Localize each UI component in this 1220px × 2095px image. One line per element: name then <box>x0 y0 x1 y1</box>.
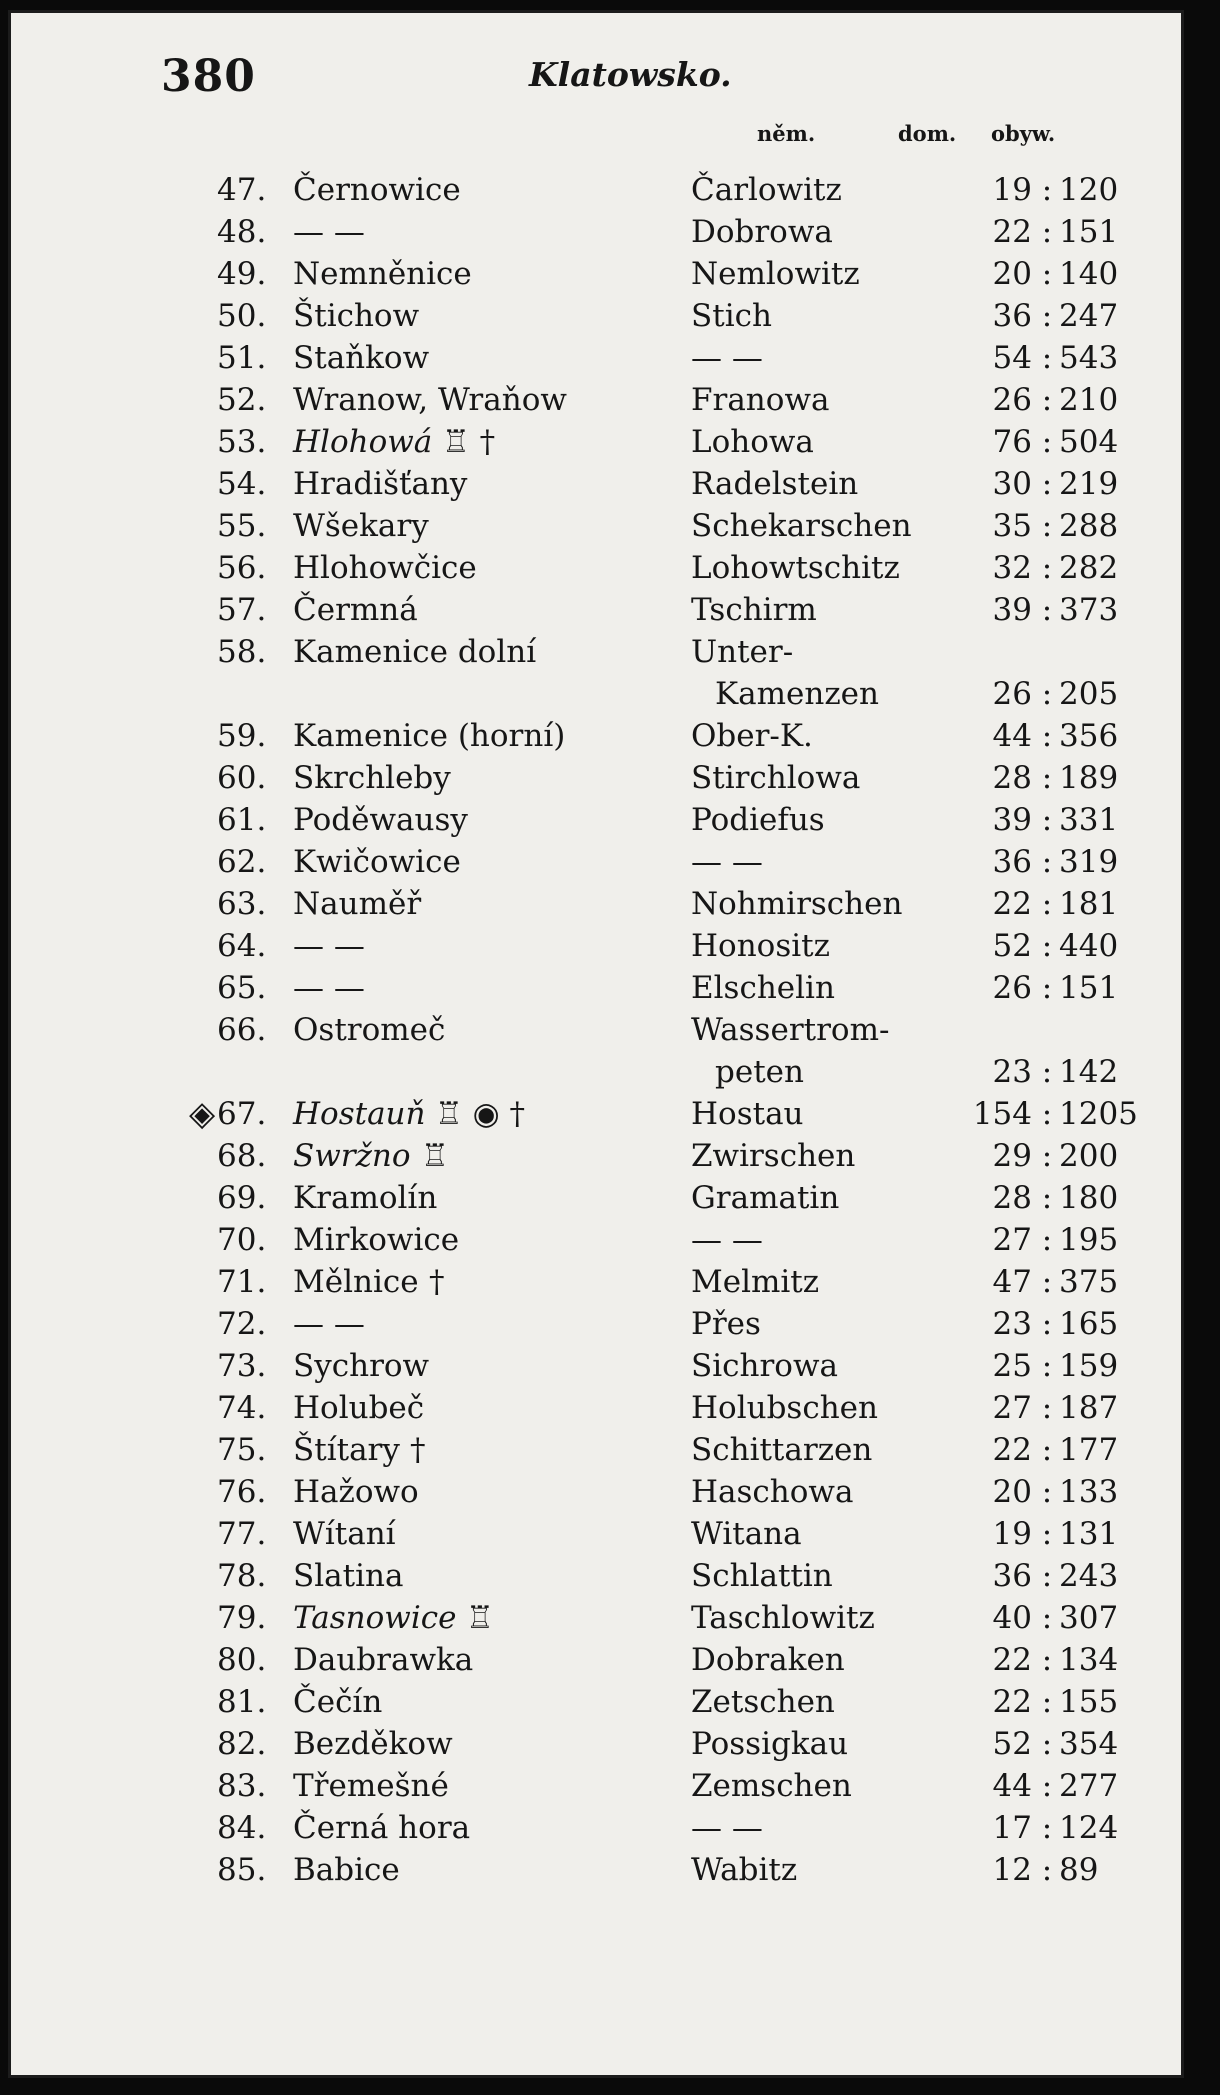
inhabitants-count: 151 <box>1059 214 1119 250</box>
table-row <box>11 841 1187 883</box>
houses-count: 44 <box>992 1768 1032 1804</box>
german-name: Possigkau <box>691 1726 849 1762</box>
czech-name: Hradišťany <box>293 466 468 502</box>
row-number: 69. <box>217 1180 267 1216</box>
ratio-separator: : <box>1041 1684 1053 1720</box>
czech-name: Wítaní <box>293 1516 396 1552</box>
czech-name: Černowice <box>293 172 461 208</box>
houses-count: 54 <box>992 340 1032 376</box>
ratio-separator: : <box>1041 508 1053 544</box>
german-name: Holubschen <box>691 1390 878 1426</box>
houses-count: 28 <box>992 760 1032 796</box>
inhabitants-count: 195 <box>1059 1222 1119 1258</box>
houses-count: 36 <box>992 1558 1032 1594</box>
table-row <box>11 253 1187 295</box>
ratio-separator: : <box>1041 802 1053 838</box>
table-row <box>11 421 1187 463</box>
table-row <box>11 1387 1187 1429</box>
inhabitants-count: 375 <box>1059 1264 1119 1300</box>
inhabitants-count: 504 <box>1059 424 1119 460</box>
row-number: 50. <box>217 298 267 334</box>
table-row <box>11 1177 1187 1219</box>
inhabitants-count: 177 <box>1059 1432 1119 1468</box>
houses-count: 12 <box>992 1852 1032 1888</box>
czech-name: Tasnowice <box>293 1600 457 1636</box>
german-name: Honositz <box>691 928 830 964</box>
german-name: Schittarzen <box>691 1432 873 1468</box>
row-number: 68. <box>217 1138 267 1174</box>
row-number: 47. <box>217 172 267 208</box>
ratio-separator: : <box>1041 340 1053 376</box>
place-symbols: † <box>410 1432 426 1468</box>
row-number: 48. <box>217 214 267 250</box>
houses-count: 26 <box>992 676 1032 712</box>
german-name: — — <box>691 1810 763 1846</box>
row-number: 51. <box>217 340 267 376</box>
german-name: Hostau <box>691 1096 804 1132</box>
czech-name: Kramolín <box>293 1180 438 1216</box>
inhabitants-count: 200 <box>1059 1138 1119 1174</box>
czech-name: Nemněnice <box>293 256 472 292</box>
german-name-continuation: Kamenzen <box>715 676 879 712</box>
table-row <box>11 589 1187 631</box>
table-row <box>11 1765 1187 1807</box>
houses-count: 35 <box>992 508 1032 544</box>
table-row <box>11 799 1187 841</box>
houses-count: 76 <box>992 424 1032 460</box>
houses-count: 47 <box>992 1264 1032 1300</box>
german-name: — — <box>691 340 763 376</box>
inhabitants-count: 133 <box>1059 1474 1119 1510</box>
german-name: Čarlowitz <box>691 172 842 208</box>
czech-name: Wšekary <box>293 508 429 544</box>
german-name: Zemschen <box>691 1768 852 1804</box>
row-number: 81. <box>217 1684 267 1720</box>
czech-name: Swržno <box>293 1138 411 1174</box>
table-row <box>11 1093 1187 1135</box>
row-number: 78. <box>217 1558 267 1594</box>
houses-count: 39 <box>992 802 1032 838</box>
houses-count: 25 <box>992 1348 1032 1384</box>
czech-name: Wranow, Wraňow <box>293 382 567 418</box>
houses-count: 26 <box>992 382 1032 418</box>
table-row <box>11 1849 1187 1891</box>
german-name: Unter- <box>691 634 794 670</box>
inhabitants-count: 140 <box>1059 256 1119 292</box>
row-number: 77. <box>217 1516 267 1552</box>
inhabitants-count: 89 <box>1059 1852 1099 1888</box>
inhabitants-count: 373 <box>1059 592 1119 628</box>
row-number: 67. <box>217 1096 267 1132</box>
ratio-separator: : <box>1041 1390 1053 1426</box>
table-row <box>11 1303 1187 1345</box>
german-name-continuation: peten <box>715 1054 804 1090</box>
row-number: 55. <box>217 508 267 544</box>
row-number: 52. <box>217 382 267 418</box>
row-number: 60. <box>217 760 267 796</box>
row-number: 66. <box>217 1012 267 1048</box>
inhabitants-count: 307 <box>1059 1600 1119 1636</box>
inhabitants-count: 142 <box>1059 1054 1119 1090</box>
inhabitants-count: 155 <box>1059 1684 1119 1720</box>
ratio-separator: : <box>1041 214 1053 250</box>
german-name: Nemlowitz <box>691 256 860 292</box>
ratio-separator: : <box>1041 718 1053 754</box>
row-number: 74. <box>217 1390 267 1426</box>
houses-count: 23 <box>992 1306 1032 1342</box>
german-name: Sichrowa <box>691 1348 838 1384</box>
czech-name: Poděwausy <box>293 802 468 838</box>
inhabitants-count: 319 <box>1059 844 1119 880</box>
ratio-separator: : <box>1041 970 1053 1006</box>
german-name: Haschowa <box>691 1474 854 1510</box>
row-number: 85. <box>217 1852 267 1888</box>
german-name: Witana <box>691 1516 802 1552</box>
houses-count: 28 <box>992 1180 1032 1216</box>
czech-name: Štítary <box>293 1432 400 1468</box>
table-row <box>11 379 1187 421</box>
ratio-separator: : <box>1041 466 1053 502</box>
inhabitants-count: 165 <box>1059 1306 1119 1342</box>
inhabitants-count: 210 <box>1059 382 1119 418</box>
row-number: 71. <box>217 1264 267 1300</box>
czech-name: Slatina <box>293 1558 404 1594</box>
row-number: 56. <box>217 550 267 586</box>
houses-count: 154 <box>972 1096 1032 1132</box>
czech-name: Černá hora <box>293 1810 471 1846</box>
inhabitants-count: 331 <box>1059 802 1119 838</box>
german-name: Tschirm <box>691 592 817 628</box>
german-name: Stich <box>691 298 772 334</box>
czech-name: Daubrawka <box>293 1642 474 1678</box>
table-row <box>11 1219 1187 1261</box>
inhabitants-count: 440 <box>1059 928 1119 964</box>
row-number: 53. <box>217 424 267 460</box>
german-name: Zwirschen <box>691 1138 856 1174</box>
german-name: Ober-K. <box>691 718 813 754</box>
houses-count: 52 <box>992 1726 1032 1762</box>
row-number: 59. <box>217 718 267 754</box>
ratio-separator: : <box>1041 886 1053 922</box>
running-head-title: Klatowsko. <box>529 55 732 94</box>
inhabitants-count: 131 <box>1059 1516 1119 1552</box>
german-name: Elschelin <box>691 970 835 1006</box>
inhabitants-count: 243 <box>1059 1558 1119 1594</box>
inhabitants-count: 120 <box>1059 172 1119 208</box>
row-number: 54. <box>217 466 267 502</box>
table-row <box>11 1135 1187 1177</box>
place-symbols: ♖ † <box>442 424 496 460</box>
czech-name: Třemešné <box>293 1768 449 1804</box>
inhabitants-count: 543 <box>1059 340 1119 376</box>
inhabitants-count: 189 <box>1059 760 1119 796</box>
german-name: — — <box>691 844 763 880</box>
german-name: Lohowtschitz <box>691 550 900 586</box>
houses-count: 19 <box>992 172 1032 208</box>
inhabitants-count: 134 <box>1059 1642 1119 1678</box>
czech-name: Čermná <box>293 592 418 628</box>
inhabitants-count: 151 <box>1059 970 1119 1006</box>
ratio-separator: : <box>1041 1138 1053 1174</box>
inhabitants-count: 187 <box>1059 1390 1119 1426</box>
ratio-separator: : <box>1041 1852 1053 1888</box>
ratio-separator: : <box>1041 1726 1053 1762</box>
ratio-separator: : <box>1041 1348 1053 1384</box>
table-row <box>11 505 1187 547</box>
german-name: Schlattin <box>691 1558 833 1594</box>
houses-count: 52 <box>992 928 1032 964</box>
ratio-separator: : <box>1041 760 1053 796</box>
column-header-inhabitants: obyw. <box>991 121 1056 146</box>
table-row <box>11 1429 1187 1471</box>
ratio-separator: : <box>1041 676 1053 712</box>
row-number: 80. <box>217 1642 267 1678</box>
place-symbols: ♖ <box>421 1138 449 1174</box>
table-row <box>11 1639 1187 1681</box>
houses-count: 30 <box>992 466 1032 502</box>
german-name: Wabitz <box>691 1852 798 1888</box>
german-name: Taschlowitz <box>691 1600 875 1636</box>
inhabitants-count: 219 <box>1059 466 1119 502</box>
inhabitants-count: 180 <box>1059 1180 1119 1216</box>
german-name: Dobrowa <box>691 214 833 250</box>
ratio-separator: : <box>1041 1306 1053 1342</box>
houses-count: 40 <box>992 1600 1032 1636</box>
german-name: Dobraken <box>691 1642 845 1678</box>
german-name: Radelstein <box>691 466 859 502</box>
table-row <box>11 1681 1187 1723</box>
german-name: Franowa <box>691 382 830 418</box>
houses-count: 22 <box>992 1432 1032 1468</box>
german-name: Přes <box>691 1306 761 1342</box>
czech-name: Čečín <box>293 1684 383 1720</box>
table-row <box>11 925 1187 967</box>
book-page <box>8 10 1184 2078</box>
row-number: 75. <box>217 1432 267 1468</box>
inhabitants-count: 277 <box>1059 1768 1119 1804</box>
ratio-separator: : <box>1041 172 1053 208</box>
czech-name: Mělnice <box>293 1264 419 1300</box>
row-number: 83. <box>217 1768 267 1804</box>
german-name: Schekarschen <box>691 508 912 544</box>
houses-count: 22 <box>992 886 1032 922</box>
czech-name: Babice <box>293 1852 400 1888</box>
ratio-separator: : <box>1041 1768 1053 1804</box>
czech-name: — — <box>293 928 365 964</box>
czech-name: Štichow <box>293 298 420 334</box>
table-row <box>11 715 1187 757</box>
czech-name: Staňkow <box>293 340 430 376</box>
row-number: 64. <box>217 928 267 964</box>
ratio-separator: : <box>1041 1516 1053 1552</box>
inhabitants-count: 247 <box>1059 298 1119 334</box>
table-row <box>11 337 1187 379</box>
ratio-separator: : <box>1041 1096 1053 1132</box>
column-header-houses: dom. <box>898 121 957 146</box>
inhabitants-count: 282 <box>1059 550 1119 586</box>
czech-name: Hlohowčice <box>293 550 477 586</box>
german-name: Podiefus <box>691 802 825 838</box>
inhabitants-count: 288 <box>1059 508 1119 544</box>
table-row <box>11 211 1187 253</box>
houses-count: 17 <box>992 1810 1032 1846</box>
german-name: Melmitz <box>691 1264 820 1300</box>
german-name: Wassertrom- <box>691 1012 890 1048</box>
czech-name: Hlohowá <box>293 424 433 460</box>
ratio-separator: : <box>1041 424 1053 460</box>
houses-count: 44 <box>992 718 1032 754</box>
czech-name: Hažowo <box>293 1474 419 1510</box>
ratio-separator: : <box>1041 1558 1053 1594</box>
german-name: Gramatin <box>691 1180 840 1216</box>
inhabitants-count: 181 <box>1059 886 1119 922</box>
table-row <box>11 1597 1187 1639</box>
row-number: 70. <box>217 1222 267 1258</box>
inhabitants-count: 205 <box>1059 676 1119 712</box>
ratio-separator: : <box>1041 298 1053 334</box>
row-number: 65. <box>217 970 267 1006</box>
houses-count: 22 <box>992 1642 1032 1678</box>
czech-name: Ostromeč <box>293 1012 446 1048</box>
houses-count: 29 <box>992 1138 1032 1174</box>
table-row <box>11 295 1187 337</box>
houses-count: 19 <box>992 1516 1032 1552</box>
czech-name: Kamenice dolní <box>293 634 537 670</box>
parish-symbol-icon: ◈ <box>189 1094 216 1134</box>
table-row <box>11 463 1187 505</box>
table-row <box>11 1261 1187 1303</box>
row-number: 82. <box>217 1726 267 1762</box>
table-row <box>11 967 1187 1009</box>
row-number: 84. <box>217 1810 267 1846</box>
houses-count: 26 <box>992 970 1032 1006</box>
table-row <box>11 1555 1187 1597</box>
czech-name: Nauměř <box>293 886 422 922</box>
table-row <box>11 547 1187 589</box>
table-row <box>11 1345 1187 1387</box>
table-row <box>11 1723 1187 1765</box>
table-row <box>11 1471 1187 1513</box>
houses-count: 39 <box>992 592 1032 628</box>
row-number: 57. <box>217 592 267 628</box>
row-number: 79. <box>217 1600 267 1636</box>
houses-count: 27 <box>992 1390 1032 1426</box>
houses-count: 22 <box>992 214 1032 250</box>
czech-name: Skrchleby <box>293 760 451 796</box>
czech-name: Kamenice (horní) <box>293 718 566 754</box>
table-row <box>11 1513 1187 1555</box>
place-symbols: ♖ ◉ † <box>435 1096 526 1132</box>
houses-count: 20 <box>992 256 1032 292</box>
ratio-separator: : <box>1041 592 1053 628</box>
czech-name: Sychrow <box>293 1348 430 1384</box>
houses-count: 23 <box>992 1054 1032 1090</box>
ratio-separator: : <box>1041 844 1053 880</box>
german-name: Stirchlowa <box>691 760 861 796</box>
inhabitants-count: 1205 <box>1059 1096 1138 1132</box>
table-row <box>11 169 1187 211</box>
row-number: 58. <box>217 634 267 670</box>
row-number: 73. <box>217 1348 267 1384</box>
czech-name: — — <box>293 214 365 250</box>
czech-name: — — <box>293 970 365 1006</box>
inhabitants-count: 159 <box>1059 1348 1119 1384</box>
ratio-separator: : <box>1041 1222 1053 1258</box>
german-name: Nohmirschen <box>691 886 903 922</box>
inhabitants-count: 356 <box>1059 718 1119 754</box>
ratio-separator: : <box>1041 256 1053 292</box>
ratio-separator: : <box>1041 1810 1053 1846</box>
ratio-separator: : <box>1041 1642 1053 1678</box>
ratio-separator: : <box>1041 382 1053 418</box>
czech-name: — — <box>293 1306 365 1342</box>
row-number: 49. <box>217 256 267 292</box>
czech-name: Kwičowice <box>293 844 461 880</box>
german-name: Lohowa <box>691 424 814 460</box>
place-symbols: † <box>429 1264 445 1300</box>
column-header-german: něm. <box>757 121 816 146</box>
ratio-separator: : <box>1041 1600 1053 1636</box>
row-number: 76. <box>217 1474 267 1510</box>
houses-count: 22 <box>992 1684 1032 1720</box>
row-number: 63. <box>217 886 267 922</box>
table-row <box>11 883 1187 925</box>
row-number: 62. <box>217 844 267 880</box>
page-number: 380 <box>161 51 256 102</box>
ratio-separator: : <box>1041 550 1053 586</box>
inhabitants-count: 354 <box>1059 1726 1119 1762</box>
inhabitants-count: 124 <box>1059 1810 1119 1846</box>
houses-count: 20 <box>992 1474 1032 1510</box>
place-symbols: ♖ <box>466 1600 494 1636</box>
houses-count: 36 <box>992 844 1032 880</box>
ratio-separator: : <box>1041 1432 1053 1468</box>
ratio-separator: : <box>1041 1180 1053 1216</box>
table-row <box>11 1807 1187 1849</box>
czech-name: Holubeč <box>293 1390 425 1426</box>
row-number: 61. <box>217 802 267 838</box>
ratio-separator: : <box>1041 928 1053 964</box>
row-number: 72. <box>217 1306 267 1342</box>
table-row <box>11 757 1187 799</box>
czech-name: Mirkowice <box>293 1222 460 1258</box>
houses-count: 27 <box>992 1222 1032 1258</box>
czech-name: Bezděkow <box>293 1726 453 1762</box>
houses-count: 36 <box>992 298 1032 334</box>
german-name: Zetschen <box>691 1684 835 1720</box>
ratio-separator: : <box>1041 1054 1053 1090</box>
ratio-separator: : <box>1041 1474 1053 1510</box>
german-name: — — <box>691 1222 763 1258</box>
houses-count: 32 <box>992 550 1032 586</box>
ratio-separator: : <box>1041 1264 1053 1300</box>
czech-name: Hostauň <box>293 1096 426 1132</box>
